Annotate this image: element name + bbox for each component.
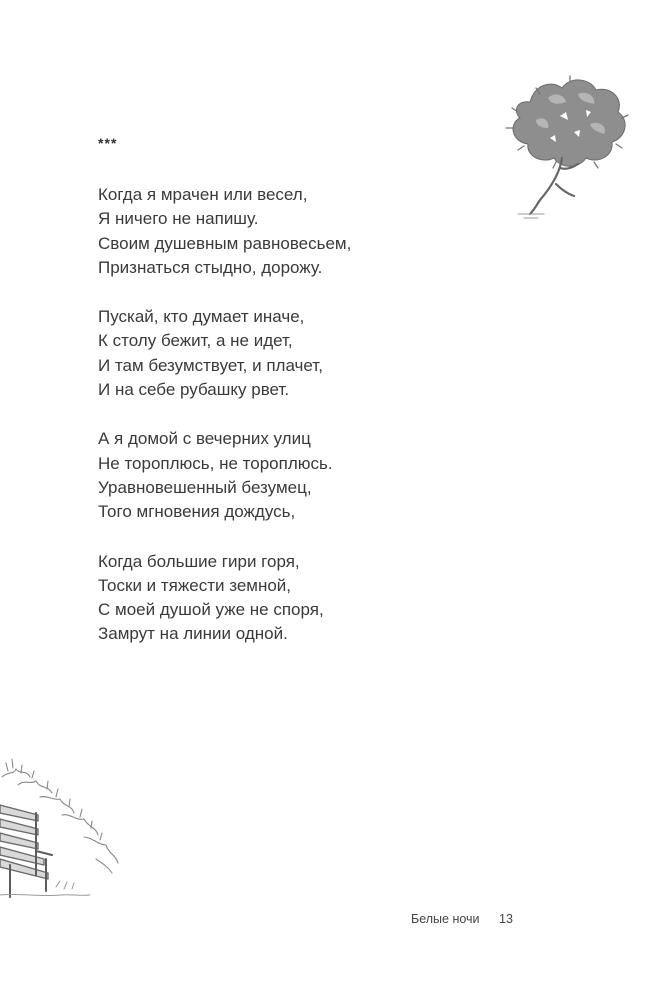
park-bench-illustration bbox=[0, 755, 125, 905]
poem-line: Признаться стыдно, дорожу. bbox=[98, 257, 323, 277]
section-separator: *** bbox=[98, 135, 118, 151]
stanza-4 bbox=[98, 550, 538, 647]
page-footer bbox=[411, 911, 513, 927]
poem-line: Когда большие гири горя, bbox=[98, 551, 300, 571]
poem-line: И там безумствует, и плачет, bbox=[98, 355, 323, 375]
poem-line: С моей душой уже не споря, bbox=[98, 600, 324, 620]
stanza-3 bbox=[98, 427, 538, 524]
poem-line: Когда я мрачен или весел, bbox=[98, 185, 308, 204]
poem-line: А я домой с вечерних улиц bbox=[98, 429, 311, 449]
poem-line: Не тороплюсь, не тороплюсь. bbox=[98, 453, 333, 473]
poem-line: И на себе рубашку рвет. bbox=[98, 380, 290, 400]
poem-line: Пускай, кто думает иначе, bbox=[98, 307, 305, 327]
poem bbox=[98, 183, 538, 672]
stanza-2 bbox=[98, 305, 538, 402]
poem-line: Своим душевным равновесьем, bbox=[98, 233, 352, 253]
poem-line: Я ничего не напишу. bbox=[98, 209, 259, 229]
poem-line: Тоски и тяжести земной, bbox=[98, 575, 292, 595]
poem-line: Уравновешенный безумец, bbox=[98, 477, 312, 497]
poem-line: Замрут на линии одной. bbox=[98, 624, 288, 644]
page-number: 13 bbox=[499, 912, 513, 926]
poem-line: Того мгновения дождусь, bbox=[98, 502, 296, 522]
stanza-1 bbox=[98, 183, 538, 280]
book-title: Белые ночи bbox=[411, 912, 480, 926]
poem-line: К столу бежит, а не идет, bbox=[98, 331, 293, 351]
